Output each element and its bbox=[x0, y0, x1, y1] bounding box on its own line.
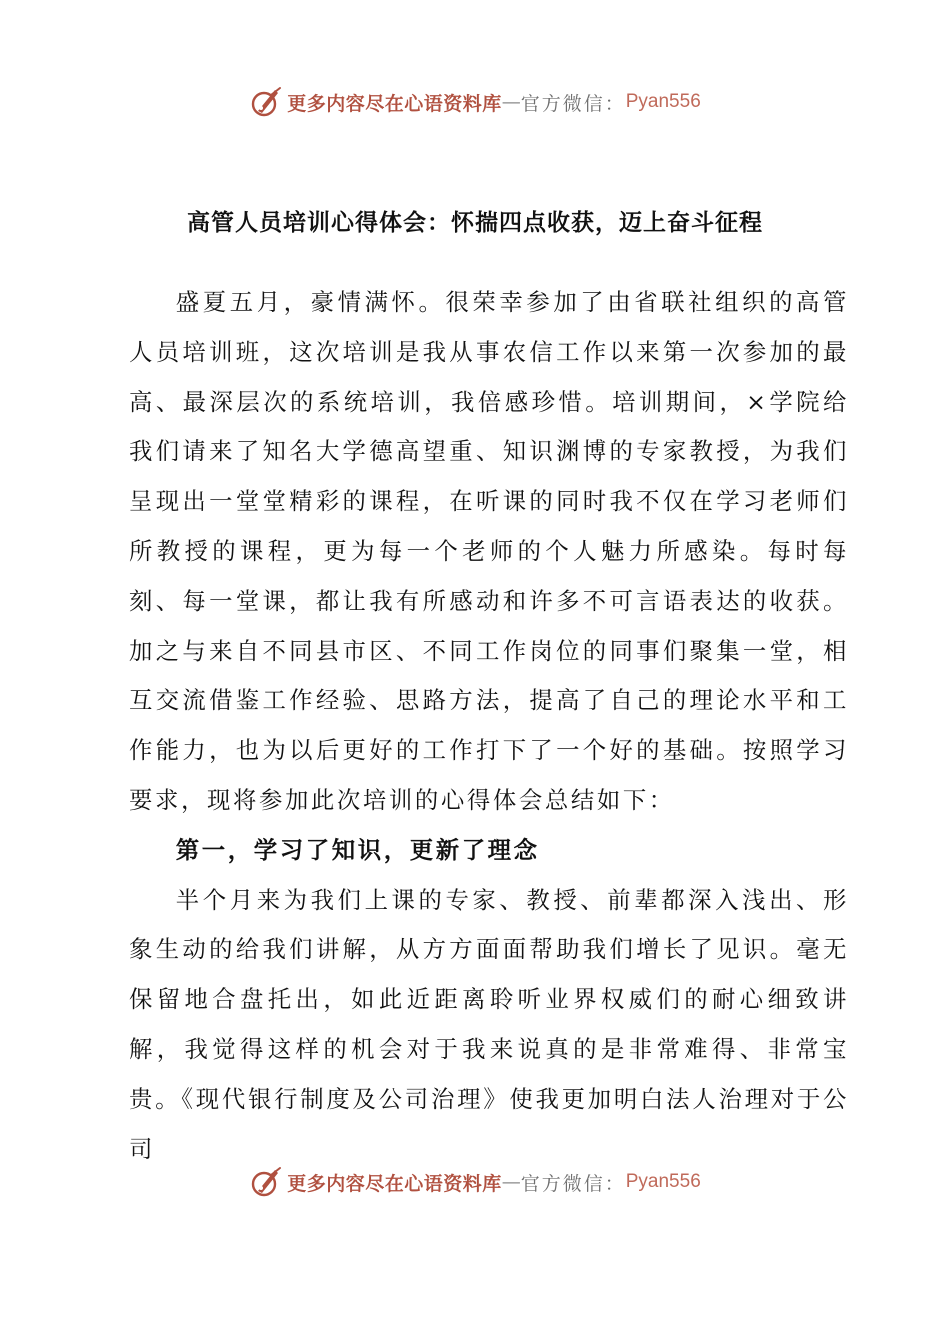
banner-wechat-id: Pyan556 bbox=[625, 91, 701, 112]
quill-pen-logo-icon bbox=[249, 1165, 283, 1199]
banner-label: 官方微信： bbox=[520, 1172, 626, 1195]
paragraph-section-1: 半个月来为我们上课的专家、教授、前辈都深入浅出、形象生动的给我们讲解，从方方面面帮助我们增长了见识。毫无保留地合盘托出，如此近距离聆听业界权威们的耐心细致讲解，我觉得这样的机会对于我来说真的是非常难得、非常宝贵。《现代银行制度及公司治理》使我更加明白法人治理对于公司 bbox=[129, 885, 849, 1163]
footer-watermark-banner bbox=[0, 1162, 950, 1202]
paragraph-intro: 盛夏五月，豪情满怀。很荣幸参加了由省联社组织的高管人员培训班，这次培训是我从事农信工作以来第一次参加的最高、最深层次的系统培训，我倍感珍惜。培训期间，×学院给我们请来了知名大学德高望重、知识渊博的专家教授，为我们呈现出一堂堂精彩的课程，在听课的同时我不仅在学习老师们所教授的课程，更为每一个老师的个人魅力所感染。每时每刻、每一堂课，都让我有所感动和许多不可言语表达的收获。加之与来自不同县市区、不同工作岗位的同事们聚集一堂，相互交流借鉴工作经验、思路方法，提高了自己的理论水平和工作能力，也为以后更好的工作打下了一个好的基础。按照学习要求，现将参加此次培训的心得体会总结如下： bbox=[129, 288, 849, 814]
section-heading-1: 第一，学习了知识，更新了理念 bbox=[175, 835, 540, 864]
banner-dash: — bbox=[501, 91, 521, 113]
header-watermark-banner bbox=[0, 82, 950, 122]
banner-main-text: 更多内容尽在心语资料库 bbox=[287, 92, 502, 115]
document-body bbox=[129, 278, 849, 1174]
banner-dash: — bbox=[501, 1171, 521, 1193]
document-title: 高管人员培训心得体会：怀揣四点收获，迈上奋斗征程 bbox=[187, 209, 763, 236]
banner-label: 官方微信： bbox=[520, 92, 626, 115]
quill-pen-logo-icon bbox=[249, 85, 283, 119]
banner-main-text: 更多内容尽在心语资料库 bbox=[287, 1172, 502, 1195]
banner-wechat-id: Pyan556 bbox=[625, 1171, 701, 1192]
